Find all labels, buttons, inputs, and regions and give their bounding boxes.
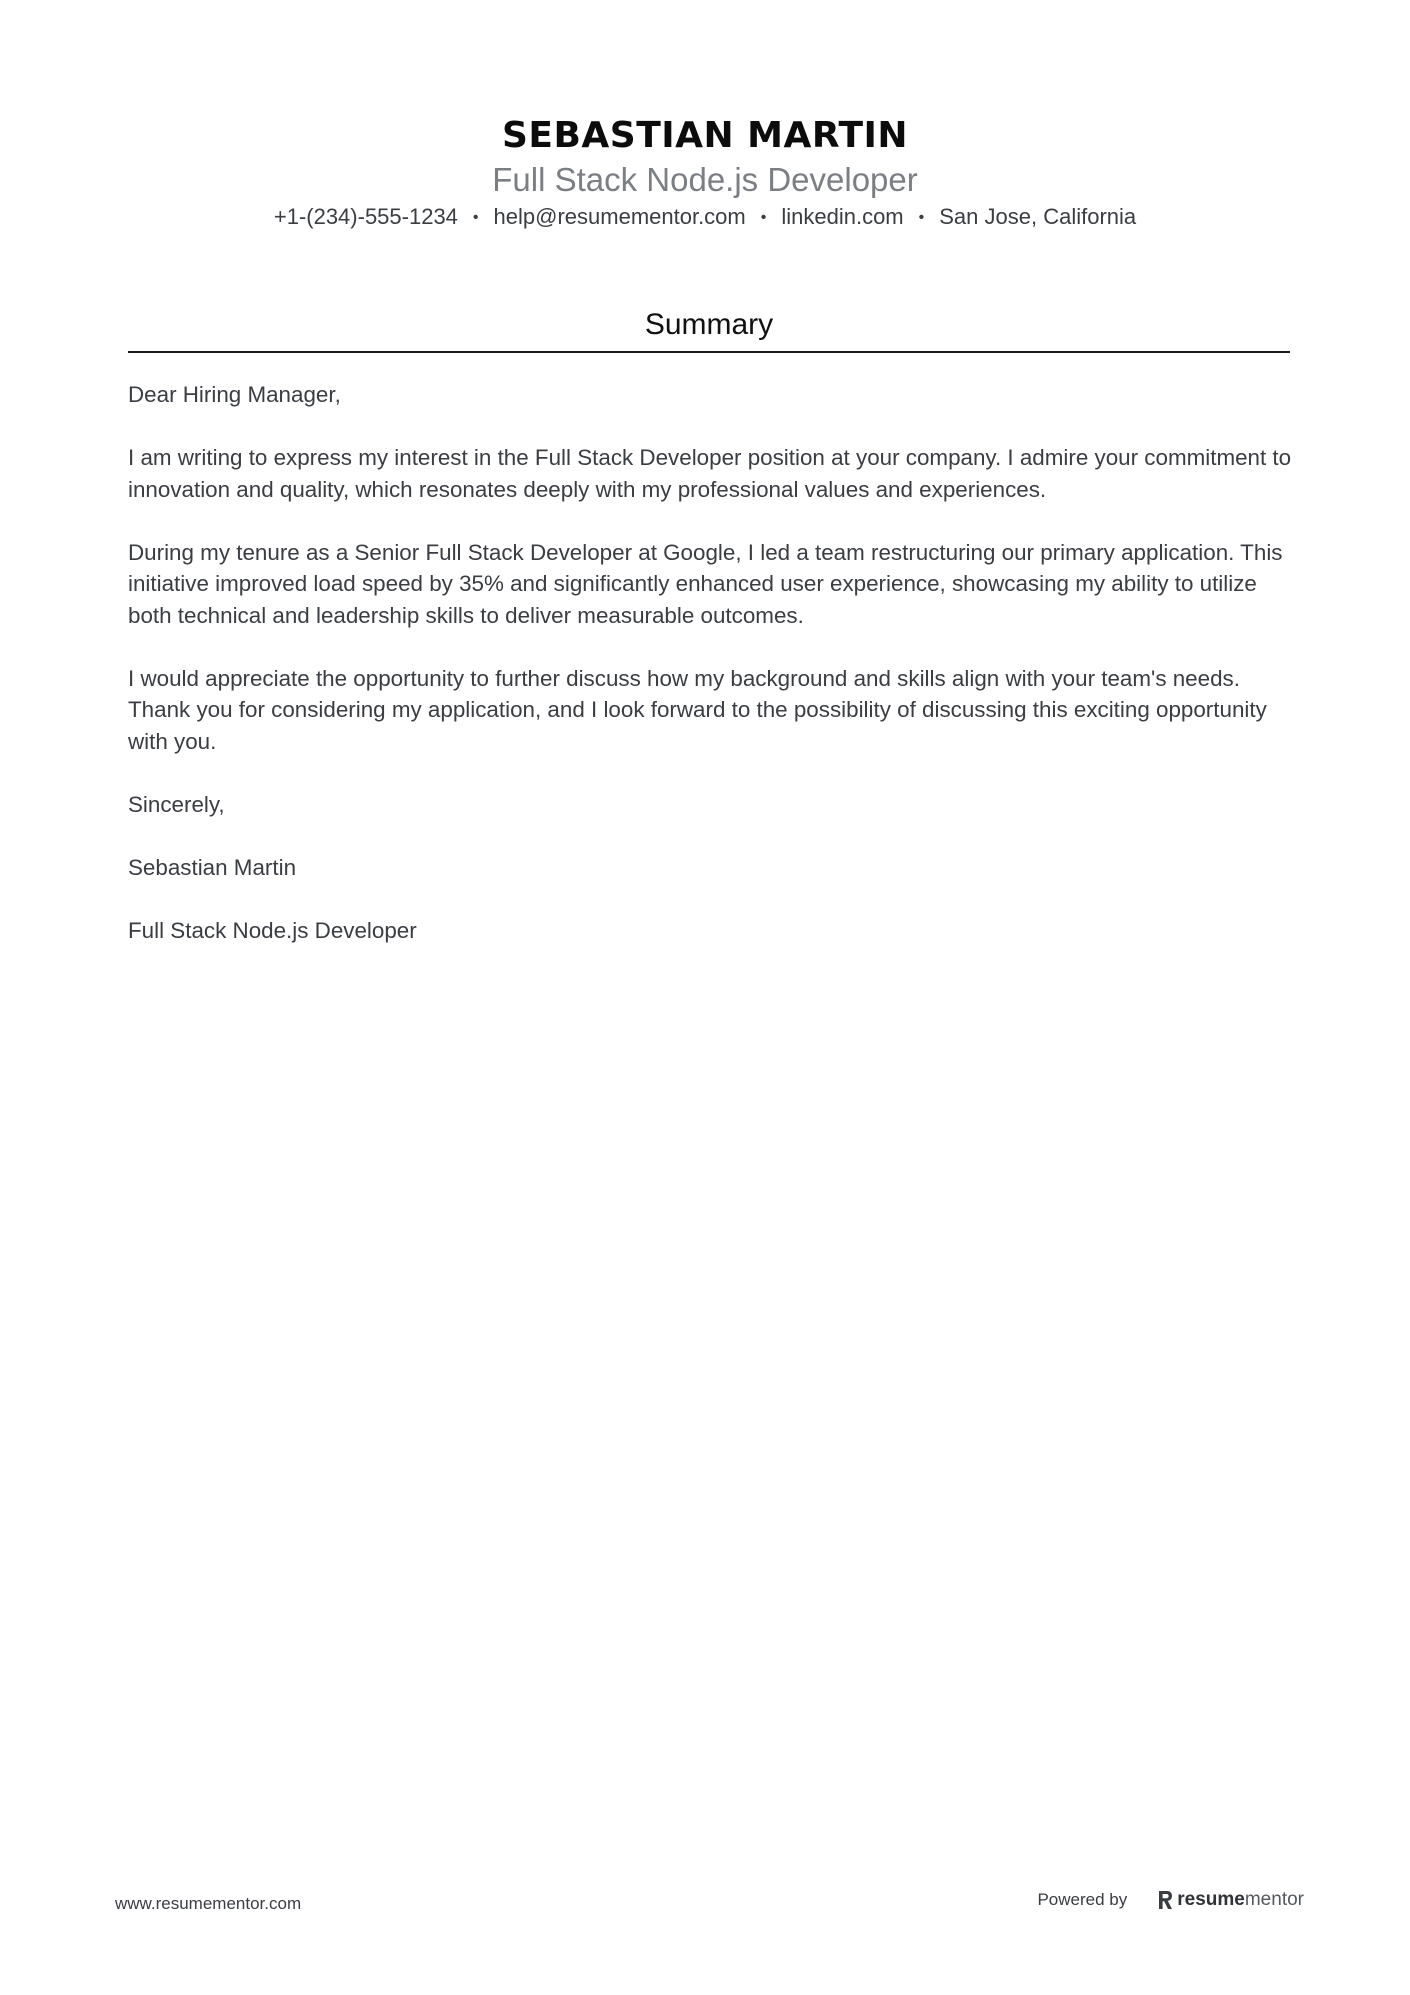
contact-separator: •: [918, 209, 925, 226]
applicant-role: Full Stack Node.js Developer: [492, 161, 918, 198]
brand-name-bold: resume: [1177, 1889, 1245, 1910]
signature-title: Full Stack Node.js Developer: [128, 917, 417, 943]
resumementor-logo-icon: [1157, 1890, 1173, 1910]
contact-separator: •: [760, 209, 767, 226]
contact-linkedin: linkedin.com: [781, 204, 904, 229]
powered-by-label: Powered by: [1037, 1890, 1128, 1909]
brand-name-light: mentor: [1244, 1889, 1304, 1910]
section-title: Summary: [644, 308, 774, 341]
brand-logo: [1157, 1889, 1304, 1911]
letter-header: [0, 112, 1410, 237]
contact-location: San Jose, California: [939, 204, 1137, 229]
contact-separator: •: [472, 209, 479, 226]
letter-salutation: Dear Hiring Manager,: [128, 382, 341, 407]
letter-body: [128, 379, 1294, 978]
footer-branding: [1037, 1889, 1304, 1911]
footer-website: www.resumementor.com: [115, 1894, 302, 1913]
applicant-name: SEBASTIAN MARTIN: [501, 115, 909, 156]
signature-name: Sebastian Martin: [128, 854, 297, 880]
letter-paragraph: I am writing to express my interest in the Full Stack Developer position at your company. I admire your commitment to innovation and quality, which resonates deeply with my professional values and experiences.: [128, 445, 1292, 502]
section-divider: [128, 351, 1290, 353]
letter-paragraph: During my tenure as a Senior Full Stack Developer at Google, I led a team restructuring our primary application. This initiative improved load speed by 35% and significantly enhanced user experience, showcasing my ability to utilize both technical and leadership skills to deliver measurable outcomes.: [128, 539, 1283, 628]
contact-line: [0, 200, 1410, 237]
letter-closing: Sincerely,: [128, 791, 225, 817]
letter-paragraph: I would appreciate the opportunity to further discuss how my background and skills align with your team's needs. Thank you for considering my application, and I look forward to the possibility of discussing this exciting opportunity with you.: [128, 665, 1267, 754]
contact-phone: +1-(234)-555-1234: [273, 204, 458, 229]
contact-email: help@resumementor.com: [493, 204, 746, 229]
